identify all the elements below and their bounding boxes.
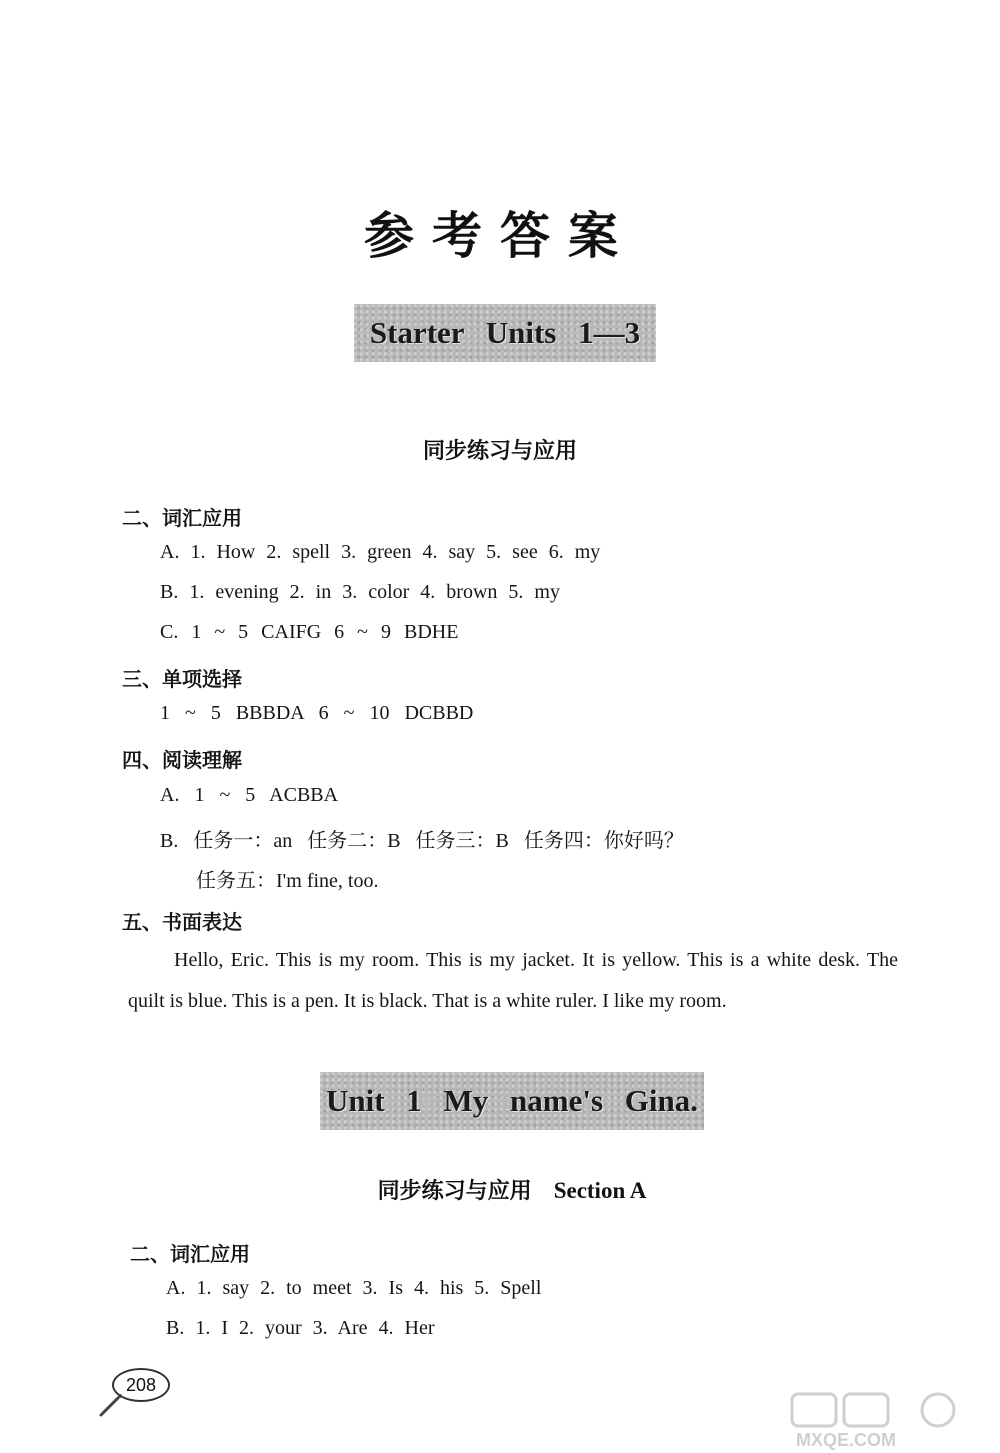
- heading-writing: 五、书面表达: [122, 910, 242, 934]
- answer-line-unit1-vocab-a: A. 1. say 2. to meet 3. Is 4. his 5. Spell: [166, 1277, 542, 1299]
- section-banner-starter: Starter Units 1—3: [354, 304, 656, 362]
- section-subtitle-cn: 同步练习与应用: [377, 1179, 532, 1204]
- heading-reading: 四、阅读理解: [122, 748, 242, 772]
- heading-vocab-unit1: 二、词汇应用: [130, 1242, 250, 1266]
- section-banner-unit1: Unit 1 My name's Gina.: [320, 1072, 704, 1130]
- heading-vocab: 二、词汇应用: [122, 506, 242, 530]
- answer-line-reading-b: B. 任务一：an 任务二：B 任务三：B 任务四：你好吗？: [160, 830, 684, 852]
- heading-choice: 三、单项选择: [122, 667, 242, 691]
- section-subtitle: 同步练习与应用: [422, 439, 577, 464]
- answer-line-unit1-vocab-b: B. 1. I 2. your 3. Are 4. Her: [166, 1317, 435, 1339]
- answer-line-reading-b2: 任务五：I'm fine, too.: [196, 870, 379, 892]
- page-number: 208: [112, 1368, 170, 1402]
- watermark-text: MXQE.COM: [796, 1430, 897, 1450]
- section-subtitle-en: Section A: [553, 1178, 647, 1203]
- watermark-logo: [788, 1392, 978, 1450]
- pencil-icon: [98, 1392, 124, 1418]
- answer-line-vocab-b: B. 1. evening 2. in 3. color 4. brown 5. my: [160, 581, 560, 603]
- writing-sample-paragraph: Hello, Eric. This is my room. This is my jacket. It is yellow. This is a white desk. The quilt is blue. This is a pen. It is black. That is a white ruler. I like my room.: [128, 949, 898, 1012]
- answer-line-choice: 1 ~ 5 BBBDA 6 ~ 10 DCBBD: [160, 702, 474, 724]
- answer-line-vocab-a: A. 1. How 2. spell 3. green 4. say 5. see 6. my: [160, 541, 601, 563]
- answer-line-vocab-c: C. 1 ~ 5 CAIFG 6 ~ 9 BDHE: [160, 621, 459, 643]
- section-subtitle-unit1: [0, 1174, 1000, 1205]
- answer-line-reading-a: A. 1 ~ 5 ACBBA: [160, 784, 339, 806]
- page-title: 参考答案: [364, 206, 636, 265]
